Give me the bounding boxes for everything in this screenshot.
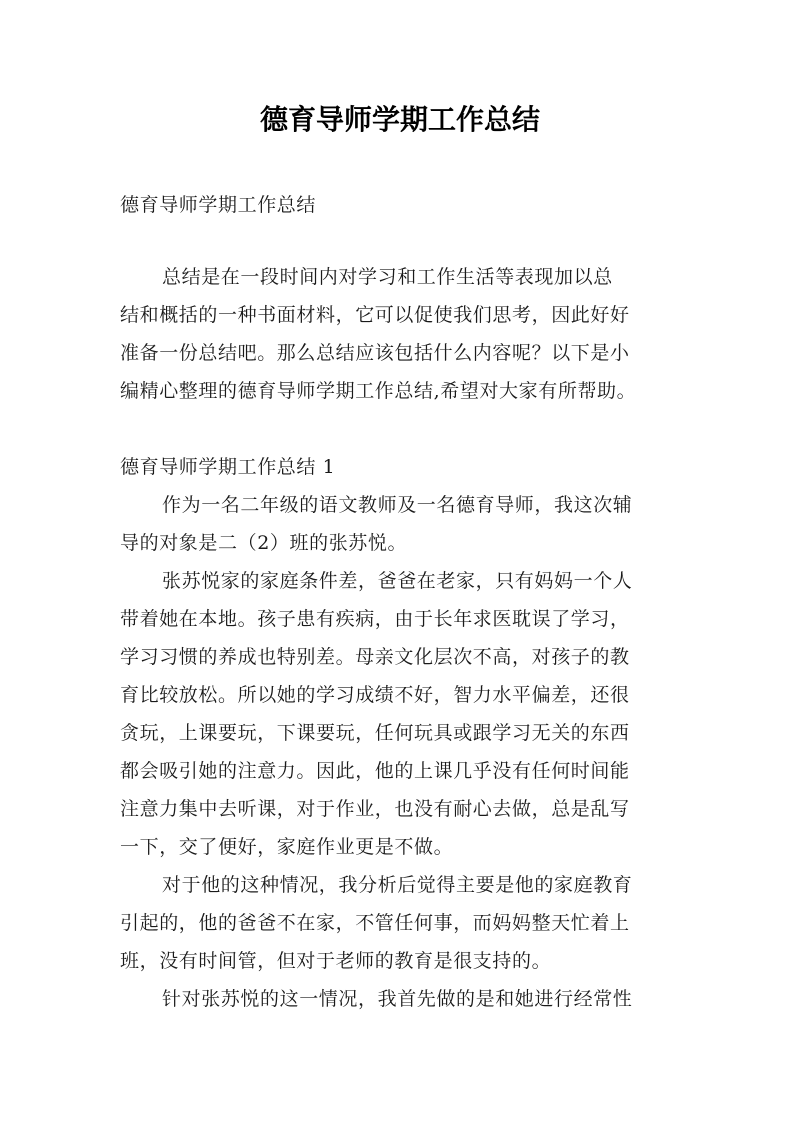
paragraph-2-line-7: 注意力集中去听课，对于作业，也没有耐心去做，总是乱写 (120, 798, 630, 820)
paragraph-1-line-1: 作为一名二年级的语文教师及一名德育导师，我这次辅 (162, 494, 633, 516)
document-title: 德育导师学期工作总结 (259, 103, 540, 136)
paragraph-2-line-2: 带着她在本地。孩子患有疾病，由于长年求医耽误了学习， (120, 608, 630, 630)
section-heading: 德育导师学期工作总结 1 (120, 456, 336, 478)
paragraph-4-line-1: 针对张苏悦的这一情况，我首先做的是和她进行经常性 (162, 988, 633, 1010)
paragraph-1-line-2: 导的对象是二（2）班的张苏悦。 (120, 532, 408, 554)
document-subtitle: 德育导师学期工作总结 (120, 194, 317, 216)
intro-line-2: 结和概括的一种书面材料，它可以促使我们思考，因此好好 (120, 304, 630, 326)
intro-line-3: 准备一份总结吧。那么总结应该包括什么内容呢？以下是小 (120, 342, 630, 364)
paragraph-2-line-6: 都会吸引她的注意力。因此，他的上课几乎没有任何时间能 (120, 760, 630, 782)
paragraph-2-line-5: 贪玩，上课要玩，下课要玩，任何玩具或跟学习无关的东西 (120, 722, 630, 744)
intro-line-4: 编精心整理的德育导师学期工作总结,希望对大家有所帮助。 (120, 380, 637, 402)
paragraph-2-line-3: 学习习惯的养成也特别差。母亲文化层次不高，对孩子的教 (120, 646, 630, 668)
paragraph-3-line-1: 对于他的这种情况，我分析后觉得主要是他的家庭教育 (162, 874, 633, 896)
paragraph-3-line-3: 班，没有时间管，但对于老师的教育是很支持的。 (120, 950, 552, 972)
paragraph-2-line-8: 一下，交了便好，家庭作业更是不做。 (120, 836, 454, 858)
intro-line-1: 总结是在一段时间内对学习和工作生活等表现加以总 (162, 266, 613, 288)
paragraph-2-line-4: 育比较放松。所以她的学习成绩不好，智力水平偏差，还很 (120, 684, 630, 706)
paragraph-3-line-2: 引起的，他的爸爸不在家，不管任何事，而妈妈整天忙着上 (120, 912, 630, 934)
paragraph-2-line-1: 张苏悦家的家庭条件差，爸爸在老家，只有妈妈一个人 (162, 570, 633, 592)
